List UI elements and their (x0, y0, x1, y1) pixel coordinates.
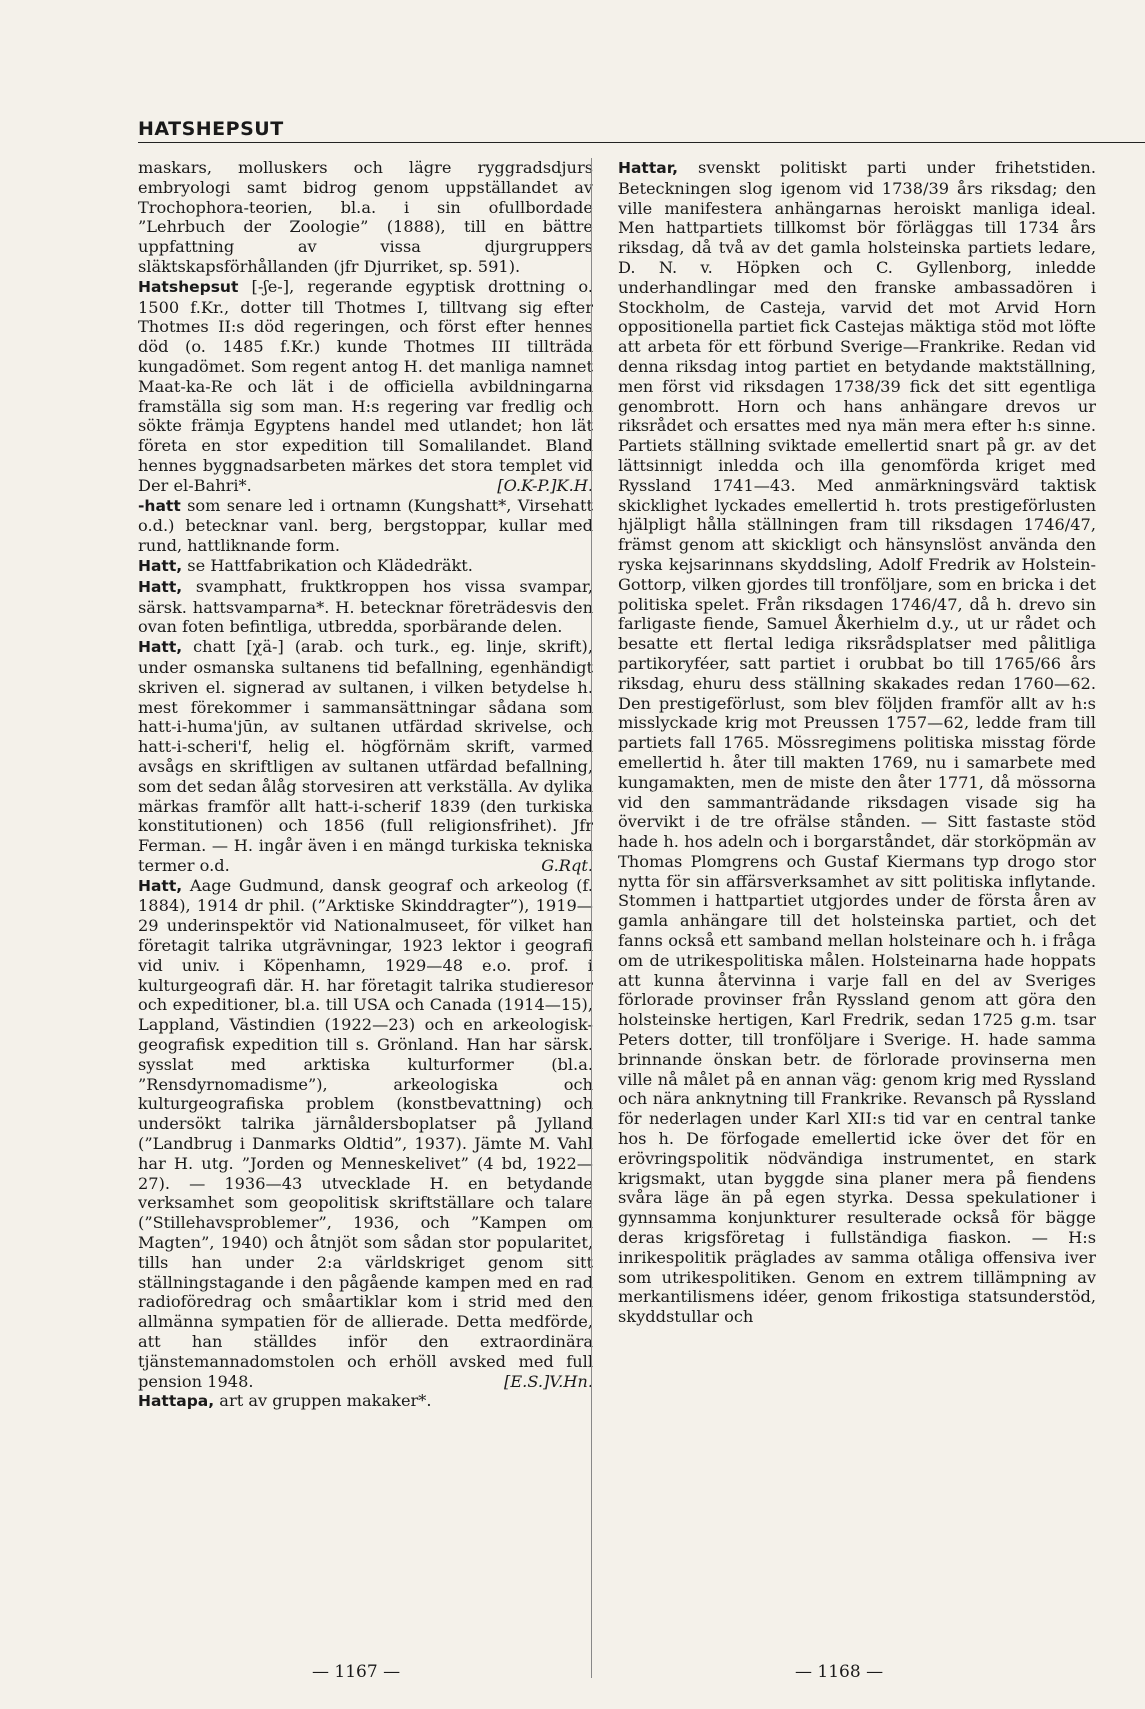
entry-paragraph (138, 876, 593, 1392)
entry-text: svenskt politiskt parti under frihetstiden. Beteckningen slog igenom vid 1738/39 års riksdag; den ville manifestera anhängarnas heroiskt manliga ideal. Men hattpartiets tillkomst bör förläggas till 1734 års riksdag, då två av det gamla holsteinska partiets ledare, D. N. v. Höpken och C. Gyllenborg, inledde underhandlingar med den franske ambassadören i Stockholm, de Casteja, varvid det mot Arvid Horn oppositionella partiet fick Castejas mäktiga stöd mot löfte att arbeta för ett förbund Sverige—Frankrike. Redan vid denna riksdag intog partiet en betydande maktställning, men först vid riksdagen 1738/39 fick det sitt egentliga genombrott. Horn och hans anhängare drevos ur riksrådet och ersattes med nya män mera efter h:s sinne. Partiets ställning sviktade emellertid snart på gr. av det lättsinnigt inledda och illa genomförda kriget med Ryssland 1741—43. Med anmärkningsvärd taktisk skicklighet lyckades emellertid h. trots prestigeförlusten hjälpligt hålla ställningen fram till riksdagen 1746/47, främst genom att skickligt och hänsynslöst använda den ryska kejsarinnans skyddsling, Adolf Fredrik av Holstein-Gottorp, vilken gjordes till tronföljare, som en bricka i det politiska spelet. Från riksdagen 1746/47, då h. drevo sin farligaste fiende, Samuel Åkerhielm d.y., ut ur rådet och besatte ett flertal lediga riksrådsplatser med pålitliga partikoryféer, satt partiet i orubbat bo till 1765/66 års riksdag, ehuru dess ställning skakades redan 1760—62. Den prestigeförlust, som blev följden framför allt av h:s misslyckade krig mot Preussen 1757—62, ledde fram till partiets fall 1765. Mössregimens politiska misstag förde emellertid h. åter till makten 1769, nu i samarbete med kungamakten, men de miste den åter 1771, då mössorna vid den sammanträdande riksdagen visade sig ha övervikt i de tre ofrälse stånden. — Sitt fastaste stöd hade h. hos adeln och i borgarståndet, där storköpmän av Thomas Plomgrens och Gustaf Kiermans typ drogo stor nytta för sin affärsverksamhet av sitt politiska inflytande. Stommen i hattpartiet utgjordes under de första åren av gamla anhängare till det holsteinska partiet, och det fanns också ett samband mellan holsteinare och h. i fråga om de utrikespolitiska målen. Holsteinarna hade hoppats att kunna återvinna i varje fall en del av Sveriges förlorade provinser från Ryssland genom att göra den holsteinske hertigen, Karl Fredrik, sedan 1725 g.m. tsar Peters dotter, till tronföljare i Sverige. H. hade samma brinnande önskan betr. de förlorade provinserna men ville nå målet på en annan väg: genom krig med Ryssland och nära anknytning till Frankrike. Revansch på Ryssland för nederlagen under Karl XII:s tid var en central tanke hos h. De förfogade emellertid icke över det för en erövringspolitik nödvändiga instrumentet, en stark krigsmakt, utan byggde sina planer mera på fiendens svåra läge än på egen styrka. Dessa spekulationer i gynnsamma konjunkturer resulterade också för bägge deras krigsföretag i fullständiga fiaskon. — H:s inrikespolitik präglades av samma otåliga offensiva iver som utrikespolitiken. Genom en extrem tillämpning av merkantilismens idéer, genom frikostiga statsunderstöd, skyddstullar och (618, 158, 1096, 1327)
entry-paragraph (138, 577, 593, 637)
entry-text: art av gruppen makaker*. (214, 1391, 432, 1411)
entry-headword: Hatt, (138, 638, 183, 657)
entry-headword: Hatt, (138, 577, 183, 596)
entry-headword: Hatt, (138, 876, 183, 895)
entry-paragraph (138, 556, 593, 577)
entry-paragraph (138, 496, 593, 556)
entry-text: svamphatt, fruktkroppen hos vissa svampar, särsk. hattsvamparna*. H. betecknar företrädesvis den ovan foten befintliga, utbredda, sporbärande delen. (138, 576, 593, 637)
header-rule (138, 142, 1145, 143)
folio-right: — 1168 — (795, 1662, 884, 1682)
entry-text: [-ʃe-], regerande egyptisk drottning o. 1500 f.Kr., dotter till Thotmes I, tilltvang sig efter Thotmes II:s död regeringen, och först efter hennes död (o. 1485 f.Kr.) kunde Thotmes III tillträda kungadömet. Som regent antog H. det manliga namnet Maat-ka-Re och lät i de officiella avbildningarna framställa sig som man. H:s regering var fredlig och sökte främja Egyptens handel med utlandet; hon lät företa en stor expedition till Somalilandet. Bland hennes byggnadsarbeten märkes det stora templet vid Der el-Bahri*. (138, 276, 593, 495)
entry-text: maskars, molluskers och lägre ryggradsdjurs embryologi samt bidrog genom uppställandet av Trochophora-teorien, bl.a. i sin ofullbordade ”Lehrbuch der Zoologie” (1888), till en bättre uppfattning av vissa djurgruppers släktskapsförhållanden (jfr Djurriket, sp. 591). (138, 158, 593, 276)
entry-text: Aage Gudmund, dansk geograf och arkeolog (f. 1884), 1914 dr phil. (”Arktiske Skinddragter”), 1919—29 underinspektör vid Nationalmuseet, för vilket han företagit talrika utgrävningar, 1923 lektor i geografi vid univ. i Köpenhamn, 1929—48 e.o. prof. i kulturgeografi där. H. har företagit talrika studieresor och expeditioner, bl.a. till USA och Canada (1914—15), Lappland, Västindien (1922—23) och en arkeologisk-geografisk expedition till s. Grönland. Han har särsk. sysslat med arktiska kulturformer (bl.a. ”Rensdyrnomadisme”), arkeologiska och kulturgeografiska problem (konstbevattning) och undersökt talrika järnåldersboplatser på Jylland (”Landbrug i Danmarks Oldtid”, 1937). Jämte M. Vahl har H. utg. ”Jorden og Menneskelivet” (4 bd, 1922—27). — 1936—43 utvecklade H. en betydande verksamhet som geopolitisk skriftställare och talare (”Stillehavsproblemer”, 1936, och ”Kampen om Magten”, 1940) och åtnjöt som sådan stor popularitet, tills han under 2:a världskriget genom sitt ställningstagande i den pågående kampen med en rad radioföredrag och småartiklar kom i strid med den allmänna sympatien för de allierade. Detta medförde, att han ställdes inför den extraordinära tjänstemannadomstolen och erhöll avsked med full pension 1948. (138, 875, 593, 1391)
entry-paragraph (138, 277, 593, 496)
entry-paragraph (618, 158, 1096, 1327)
entry-paragraph (138, 158, 593, 277)
running-head: HATSHEPSUT (138, 118, 284, 140)
entry-text: som senare led i ortnamn (Kungshatt*, Virsehatt o.d.) betecknar vanl. berg, bergstoppar, kullar med rund, hattliknande form. (138, 495, 593, 556)
entry-signature: G.Rqt. (541, 855, 593, 875)
entry-headword: Hatt, (138, 556, 183, 575)
entry-headword: -hatt (138, 496, 181, 515)
entry-headword: Hattapa, (138, 1392, 215, 1411)
entry-signature: [E.S.]V.Hn. (504, 1371, 593, 1391)
left-column (138, 158, 593, 1412)
entry-headword: Hattar, (618, 159, 678, 177)
entry-headword: Hatshepsut (138, 277, 239, 296)
entry-paragraph (138, 637, 593, 876)
column-divider (591, 158, 592, 1678)
entry-text: se Hattfabrikation och Klädedräkt. (182, 555, 473, 575)
right-column (618, 158, 1096, 1327)
folio-left: — 1167 — (312, 1662, 401, 1682)
entry-text: chatt [χä-] (arab. och turk., eg. linje, skrift), under osmanska sultanens tid befallning, egenhändigt skriven el. signerad av sultanen, i vilken betydelse h. mest förekommer i sammansättningar sådana som hatt-i-huma'jūn, av sultanen utfärdad skrivelse, och hatt-i-scheri'f, helig el. högförnäm skrift, varmed avsågs en skriftligen av sultanen utfärdad befallning, som det sedan ålåg storvesiren att verkställa. Av dylika märkas framför allt hatt-i-scherif 1839 (den turkiska konstitutionen) och 1856 (full religionsfrihet). Jfr Ferman. — H. ingår även i en mängd turkiska tekniska termer o.d. (138, 637, 593, 875)
entry-signature: [O.K-P.]K.H. (497, 475, 593, 495)
entry-paragraph (138, 1391, 593, 1412)
